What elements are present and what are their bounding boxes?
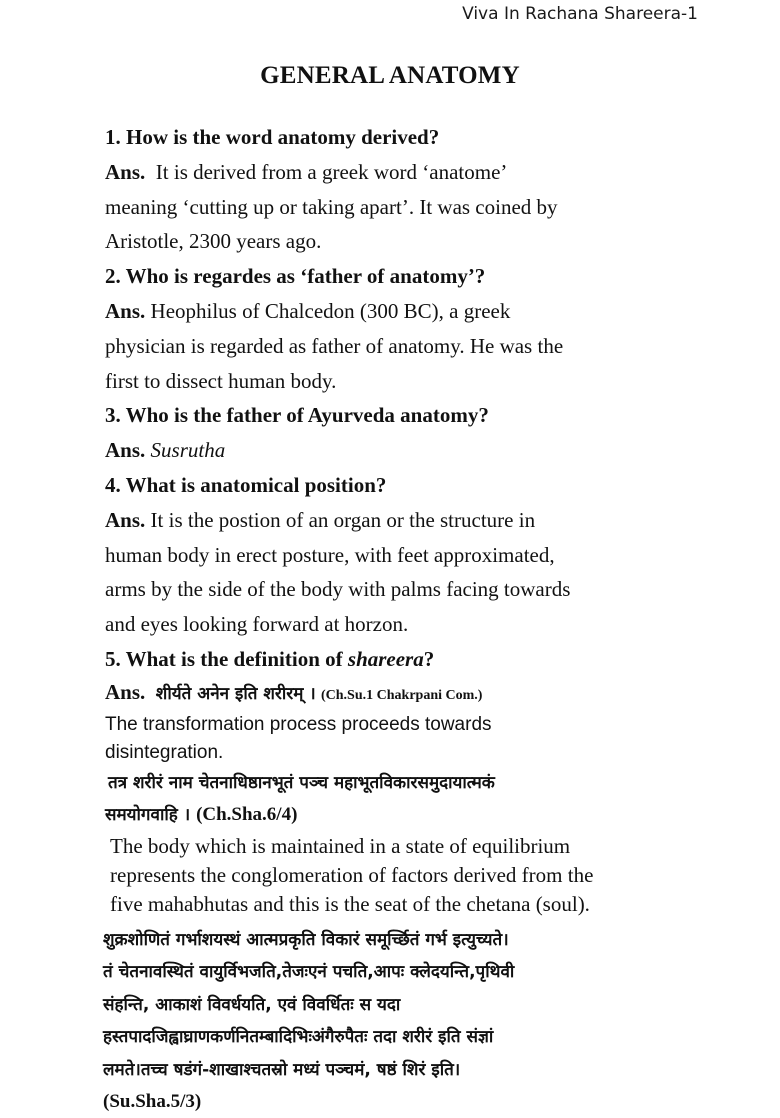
qa-body (105, 120, 705, 831)
verse-1-reference: (Ch.Sha.6/4) (196, 803, 298, 825)
question-5-term: shareera (347, 646, 424, 671)
verse-2 (103, 924, 703, 1118)
verse-2-line-3: संहन्ति, आकाशं विवर्धयति, एवं विवर्धितः स यदा (103, 994, 401, 1015)
verse-1-line-2 (105, 799, 705, 831)
answer-4-line-4: and eyes looking forward at horzon. (105, 612, 409, 637)
answer-5 (105, 677, 705, 711)
question-5-prefix: 5. What is the definition of (105, 646, 348, 671)
question-5-suffix: ? (423, 646, 435, 671)
answer-3 (105, 433, 705, 468)
question-3: 3. Who is the father of Ayurveda anatomy? (105, 403, 489, 428)
answer-4-line-2: human body in erect posture, with feet approximated, (105, 542, 555, 567)
question-1: 1. How is the word anatomy derived? (105, 125, 440, 149)
answer-5-reference: (Ch.Su.1 Chakrpani Com.) (321, 687, 483, 703)
answer-label: Ans. (105, 298, 146, 323)
question-2: 2. Who is regardes as ‘father of anatomy’? (105, 264, 486, 289)
answer-1 (105, 155, 705, 190)
verse-2-line-4: हस्तपादजिह्वाघ्राणकर्णनितम्बादिभिःअंगैरुपैतः तदा शरीरं इति संज्ञां (103, 1027, 494, 1048)
question-4: 4. What is anatomical position? (105, 472, 387, 497)
running-head: Viva In Rachana Shareera-1 (462, 4, 698, 24)
answer-2 (105, 294, 705, 329)
verse-2-reference (103, 1086, 703, 1118)
explanation-line-2: disintegration. (105, 741, 224, 763)
answer-2-line-2: physician is regarded as father of anatomy. He was the (105, 333, 564, 358)
answer-1-line-2: meaning ‘cutting up or taking apart’. It was coined by (105, 194, 558, 219)
answer-4 (105, 503, 705, 538)
verse-2-line-5: लमते।तच्च षडंगं-शाखाश्चतस्रो मध्यं पञ्चमं, षष्ठं शिरं इति। (103, 1059, 461, 1080)
verse-2-reference-text: (Su.Sha.5/3) (103, 1091, 202, 1113)
page-title: GENERAL ANATOMY (260, 62, 520, 89)
explanation-line-1: The transformation process proceeds towards (105, 713, 492, 735)
verse-1-line-2-text: समयोगवाहि । (105, 804, 191, 825)
verse-2-line-1: शुक्रशोणितं गर्भाशयस्थं आत्मप्रकृति विकारं समूर्च्छितं गर्भ इत्युच्यते। (103, 930, 509, 950)
explanation-2-line-3: five mahabhutas and this is the seat of the chetana (soul). (110, 892, 590, 916)
answer-1-line-3: Aristotle, 2300 years ago. (105, 229, 322, 254)
explanation-2-line-1: The body which is maintained in a state of equilibrium (110, 834, 571, 858)
answer-2-line-3: first to dissect human body. (105, 368, 337, 393)
answer-5-sanskrit: शीर्यते अनेन इति शरीरम् । (155, 683, 316, 704)
verse-2-line-2: तं चेतनावस्थितं वायुर्विभजति,तेजःएनं पचति,आपः क्लेदयन्ति,पृथिवी (103, 962, 515, 983)
answer-label: Ans. (105, 159, 146, 184)
answer-label: Ans. (105, 679, 146, 704)
answer-4-line-3: arms by the side of the body with palms facing towards (105, 577, 571, 602)
answer-1-line-1: It is derived from a greek word ‘anatome’ (155, 159, 508, 184)
answer-2-line-1: Heophilus of Chalcedon (300 BC), a greek (150, 298, 511, 323)
verse-1-line-1: तत्र शरीरं नाम चेतनाधिष्ठानभूतं पञ्च महाभूतविकारसमुदायात्मकं (108, 772, 495, 793)
explanation-2 (110, 832, 700, 919)
answer-label: Ans. (105, 507, 146, 532)
explanation-2-line-2: represents the conglomeration of factors derived from the (110, 863, 594, 887)
answer-label: Ans. (105, 438, 146, 463)
answer-3-text: Susrutha (150, 438, 226, 463)
question-5 (105, 642, 705, 677)
answer-4-line-1: It is the postion of an organ or the structure in (150, 507, 536, 532)
